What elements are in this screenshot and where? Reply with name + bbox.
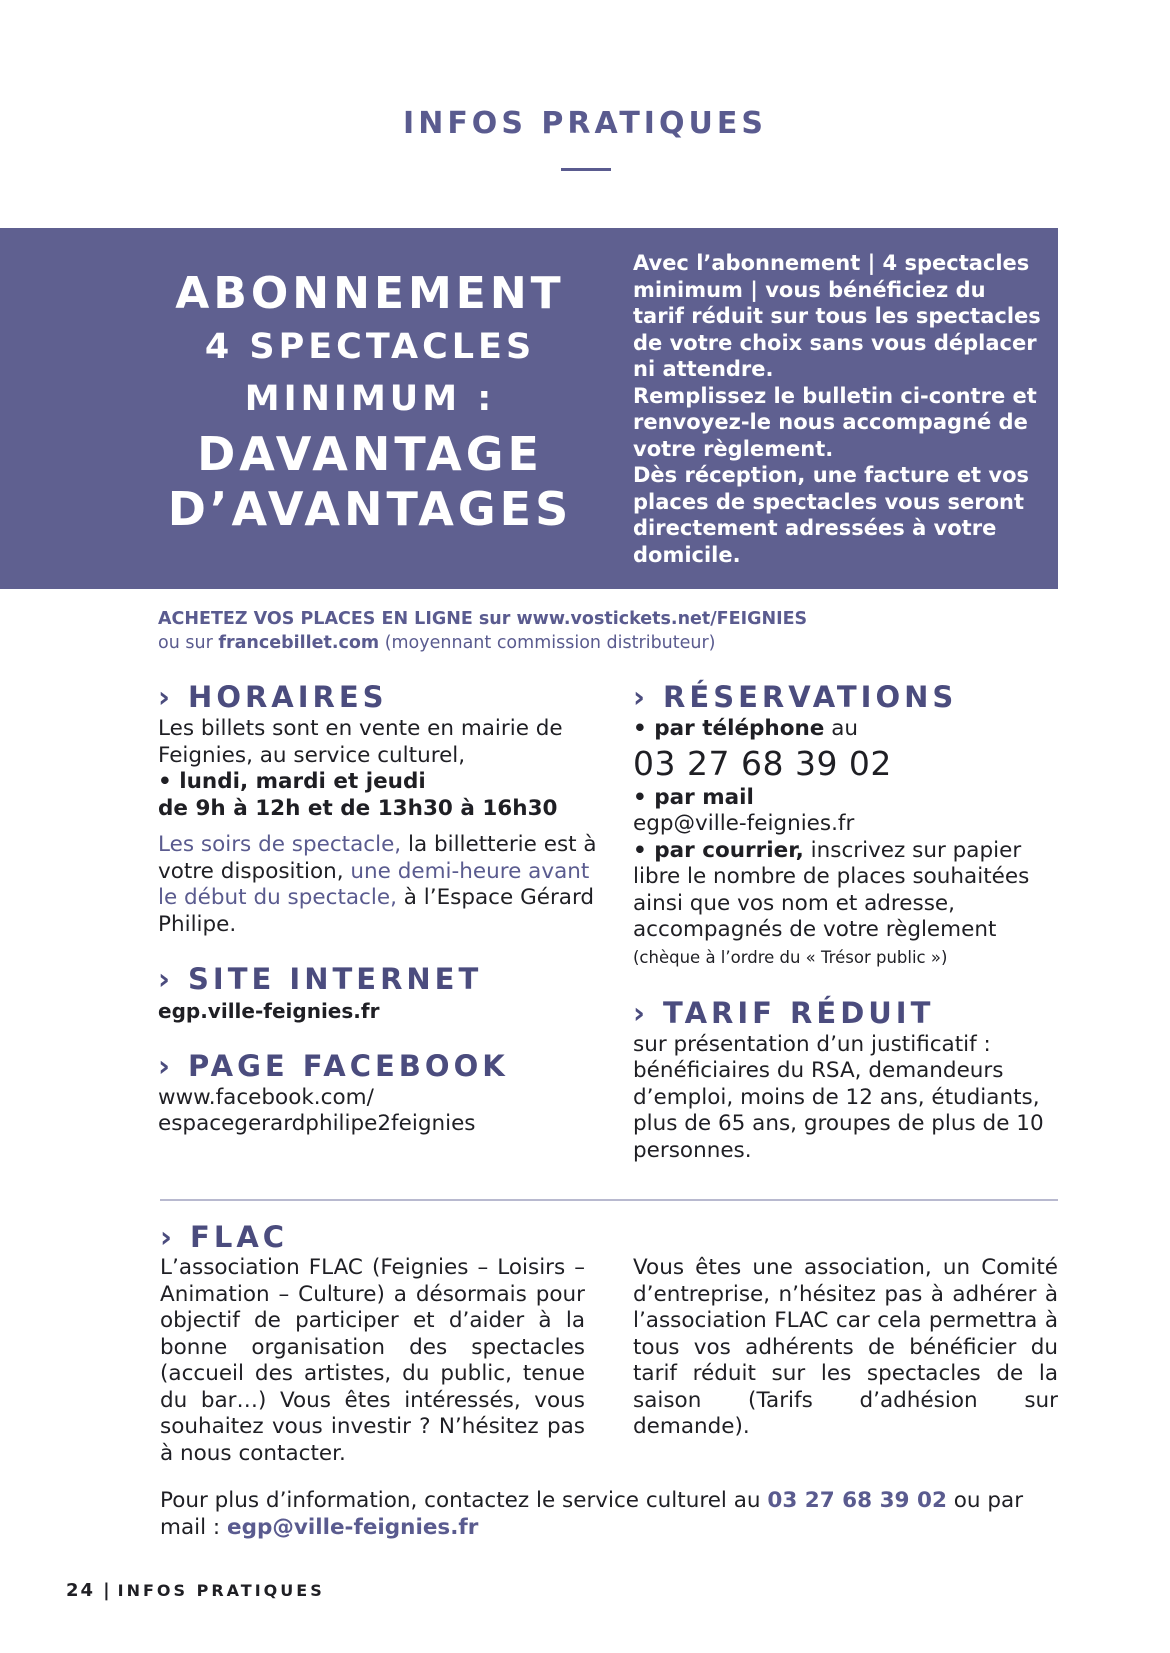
reservation-mail-label: • par mail xyxy=(633,784,754,810)
banner-title xyxy=(150,266,590,536)
flac-left-text: L’association FLAC (Feignies – Loisirs – Animation – Culture) a désormais pour objectif de participer et d’aider à la bonne organisation des spectacles (accueil des artistes, du public, tenue du bar…) Vous êtes intéressés, vous souhaitez vous investir ? N’hésitez pas à nous contacter. xyxy=(160,1255,585,1466)
footer-separator: | xyxy=(103,1580,110,1601)
page-number: 24 xyxy=(66,1580,96,1601)
tarif-text: sur présentation d’un justificatif : bénéficiaires du RSA, demandeurs d’emploi, moins de 12 ans, étudiants, plus de 65 ans, groupes de plus de 10 personnes. xyxy=(633,1031,1044,1163)
banner-paragraph: Avec l’abonnement | 4 spectacles minimum | vous bénéficiez du tarif réduit sur tous les spectacles de votre choix sans vous déplacer ni attendre. xyxy=(633,251,1041,381)
francebillet-link[interactable]: francebillet.com xyxy=(218,633,380,653)
online-ticket-link[interactable]: ACHETEZ VOS PLACES EN LIGNE sur www.vostickets.net/FEIGNIES xyxy=(158,609,808,629)
site-heading: › SITE INTERNET xyxy=(158,962,483,996)
courrier-label: • par courrier, xyxy=(633,837,804,863)
title-underline xyxy=(561,168,611,171)
page-title: INFOS PRATIQUES xyxy=(403,106,767,141)
contact-mail-link[interactable]: egp@ville-feignies.fr xyxy=(226,1514,479,1540)
page-footer xyxy=(66,1580,325,1601)
horaires-hours: de 9h à 12h et de 13h30 à 16h30 xyxy=(158,795,558,821)
contact-phone[interactable]: 03 27 68 39 02 xyxy=(767,1488,947,1513)
cheque-note: (chèque à l’ordre du « Trésor public ») xyxy=(633,947,948,967)
evening-text: la billetterie est à votre disposition, xyxy=(158,832,597,884)
banner-paragraph: Dès réception, une facture et vos places de spectacles vous seront directement adressées à votre domicile. xyxy=(633,463,1030,567)
banner-title-line: DAVANTAGE xyxy=(197,427,543,481)
facebook-heading: › PAGE FACEBOOK xyxy=(158,1048,509,1083)
banner-paragraph: Remplissez le bulletin ci-contre et renvoyez-le nous accompagné de votre règlement. xyxy=(633,383,1037,461)
horaires-evening-note xyxy=(158,832,598,938)
contact-info xyxy=(160,1488,1060,1541)
left-column xyxy=(158,678,598,1138)
banner-description xyxy=(633,250,1043,568)
online-text: ou sur xyxy=(158,633,219,653)
tarif-heading: › TARIF RÉDUIT xyxy=(633,995,935,1030)
banner-title-line: MINIMUM : xyxy=(244,379,496,419)
evening-text: à l’Espace Gérard Philipe. xyxy=(158,885,595,937)
horaires-days: • lundi, mardi et jeudi xyxy=(158,769,426,794)
online-tickets-notice xyxy=(158,607,1038,655)
banner-title-line: D’AVANTAGES xyxy=(167,482,573,536)
facebook-url-link[interactable] xyxy=(158,1085,598,1138)
courrier-text: inscrivez sur papier libre le nombre de places souhaitées ainsi que vos nom et adresse, accompagnés de votre règlement xyxy=(633,837,1030,942)
section-divider xyxy=(160,1199,1058,1201)
site-url-link[interactable]: egp.ville-feignies.fr xyxy=(158,999,380,1023)
online-text: (moyennant commission distributeur) xyxy=(379,633,716,653)
footer-section-name: INFOS PRATIQUES xyxy=(117,1581,325,1600)
reservation-phone-number[interactable]: 03 27 68 39 02 xyxy=(633,743,892,783)
reservation-courrier xyxy=(633,838,1053,944)
horaires-intro: Les billets sont en vente en mairie de Feignies, au service culturel, xyxy=(158,716,563,768)
phone-label-bold: • par téléphone xyxy=(633,716,825,741)
right-column xyxy=(633,678,1053,1164)
facebook-url-part: espacegerardphilipe2feignies xyxy=(158,1111,476,1136)
banner-title-line: ABONNEMENT xyxy=(175,268,565,319)
phone-label-suffix: au xyxy=(824,716,859,741)
contact-text: Pour plus d’information, contactez le service culturel au xyxy=(160,1488,768,1513)
reservations-heading: › RÉSERVATIONS xyxy=(633,680,958,714)
flac-right-text: Vous êtes une association, un Comité d’entreprise, n’hésitez pas à adhérer à l’association FLAC car cela permettra à tous vos adhérents de bénéficier du tarif réduit sur les spectacles de la saison (Tarifs d’adhésion sur demande). xyxy=(633,1255,1058,1439)
banner-title-line: 4 SPECTACLES xyxy=(204,327,536,367)
horaires-heading: › HORAIRES xyxy=(158,680,388,714)
contact-text: ou par mail : xyxy=(160,1488,1024,1540)
flac-heading: › FLAC xyxy=(160,1220,289,1254)
subscription-banner xyxy=(0,228,1058,589)
reservation-mail-address[interactable]: egp@ville-feignies.fr xyxy=(633,811,855,836)
facebook-url-part: www.facebook.com/ xyxy=(158,1084,374,1110)
evening-text-accent: Les soirs de spectacle, xyxy=(158,832,402,857)
evening-text-accent: une demi-heure avant le début du spectacle, xyxy=(158,858,590,910)
reservation-phone-label xyxy=(633,716,1053,743)
